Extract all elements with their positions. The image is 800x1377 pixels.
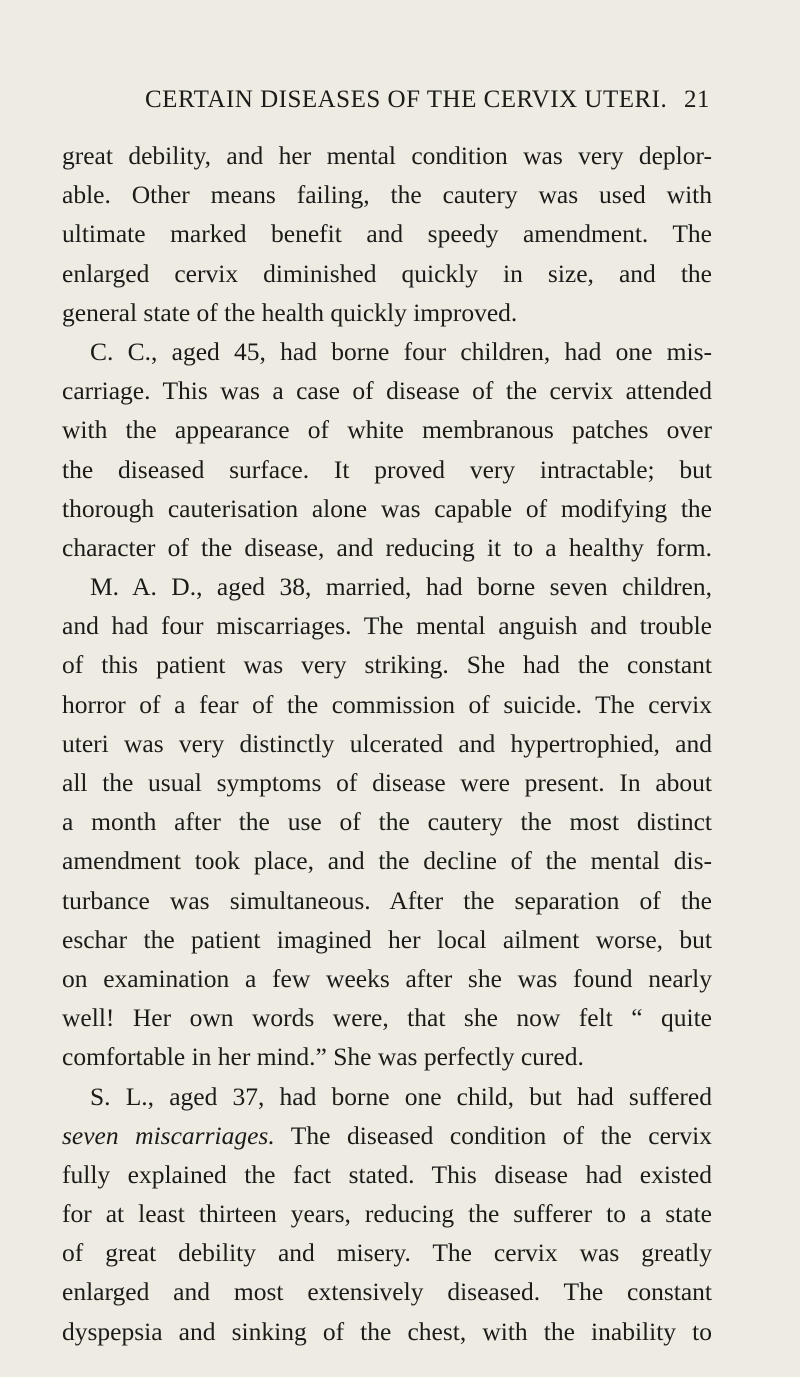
page-number: 21 xyxy=(684,86,710,113)
text-line: thorough cauterisation alone was capable of modifying the xyxy=(62,493,712,523)
text-line: able. Other means failing, the cautery was used with xyxy=(62,180,712,210)
text-line: fully explained the fact stated. This disease had existed xyxy=(62,1159,712,1189)
text-line: uteri was very distinctly ulcerated and hypertrophied, and xyxy=(62,728,712,758)
paragraph-start: C. C., aged 45, had borne four children, had one mis- xyxy=(90,336,712,366)
text-line: well! Her own words were, that she now felt “ quite xyxy=(62,1003,712,1033)
text-line: of this patient was very striking. She had the constant xyxy=(62,650,712,680)
running-head xyxy=(145,86,710,126)
paragraph-start: M. A. D., aged 38, married, had borne seven children, xyxy=(90,572,712,602)
text-line: a month after the use of the cautery the most distinct xyxy=(62,807,712,837)
text-line: eschar the patient imagined her local ailment worse, but xyxy=(62,924,712,954)
text-line: and had four miscarriages. The mental anguish and trouble xyxy=(62,611,712,641)
text-line: ultimate marked benefit and speedy amendment. The xyxy=(62,219,712,249)
paragraph-start: S. L., aged 37, had borne one child, but had suffered xyxy=(90,1081,712,1111)
text-line: carriage. This was a case of disease of the cervix attended xyxy=(62,376,712,406)
text-run: The diseased condition of the cervix xyxy=(274,1120,712,1150)
text-line: turbance was simultaneous. After the separation of the xyxy=(62,885,712,915)
text-line: enlarged and most extensively diseased. The constant xyxy=(62,1277,712,1307)
text-line: character of the disease, and reducing it to a healthy form. xyxy=(62,532,712,562)
text-line: on examination a few weeks after she was found nearly xyxy=(62,963,712,993)
text-line-mixed xyxy=(62,1116,712,1155)
text-line: dyspepsia and sinking of the chest, with the inability to xyxy=(62,1316,712,1346)
text-line: great debility, and her mental condition was very deplor- xyxy=(62,141,712,170)
italic-phrase: seven miscarriages. xyxy=(62,1120,275,1150)
text-line: for at least thirteen years, reducing the sufferer to a state xyxy=(62,1199,712,1229)
text-line: enlarged cervix diminished quickly in size, and the xyxy=(62,258,712,288)
text-line: all the usual symptoms of disease were present. In about xyxy=(62,768,712,797)
text-line: comfortable in her mind.” She was perfectly cured. xyxy=(62,1042,584,1072)
body-text xyxy=(62,136,712,1351)
text-line: the diseased surface. It proved very intractable; but xyxy=(62,454,712,484)
text-line: amendment took place, and the decline of the mental dis- xyxy=(62,846,712,876)
text-line: with the appearance of white membranous patches over xyxy=(62,415,712,445)
text-line: horror of a fear of the commission of suicide. The cervix xyxy=(62,689,712,719)
text-line: of great debility and misery. The cervix was greatly xyxy=(62,1238,712,1268)
text-line: general state of the health quickly improved. xyxy=(62,297,518,327)
running-title: CERTAIN DISEASES OF THE CERVIX UTERI. xyxy=(145,86,668,113)
